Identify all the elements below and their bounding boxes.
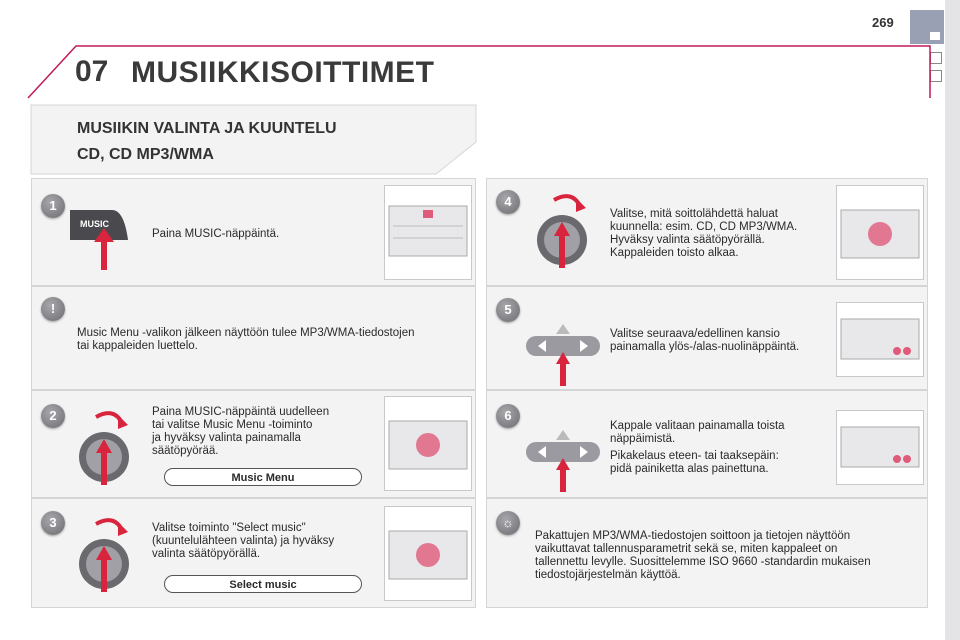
warning-text-line1: Music Menu -valikon jälkeen näyttöön tulee MP3/WMA-tiedostojen [77,327,415,339]
chapter-title: MUSIIKKISOITTIMET [131,56,435,89]
warning-icon: ! [41,297,65,321]
step-4-text-line4: Kappaleiden toisto alkaa. [610,247,739,259]
step-1-text: Paina MUSIC-näppäintä. [152,228,280,240]
arrow-keys-icon [522,428,604,492]
rotary-knob-icon [74,512,134,602]
music-key-label: MUSIC [80,219,109,229]
step-6-text-line4: pidä painiketta alas painettuna. [610,463,769,475]
page-edge [945,0,960,640]
tip-text-line3: tallennettu levylle. Suosittelemme ISO 9660 -standardin mukaisen [535,556,871,568]
tip-text-line2: vaikuttavat tallennusparametrit sekä se, miten kappaleet on [535,543,838,555]
step-4-badge: 4 [496,190,520,214]
step-5-text-line2: painamalla ylös-/alas-nuolinäppäintä. [610,341,800,353]
step-2-badge: 2 [41,404,65,428]
select-music-option[interactable]: Select music [164,575,362,593]
tip-sun-icon: ☼ [496,511,520,535]
step-4-text-line2: kuunnella: esim. CD, CD MP3/WMA. [610,221,798,233]
chapter-number: 07 [75,55,109,88]
radio-panel-thumbnail [836,302,924,377]
step-2-text-line4: säätöpyörää. [152,445,219,457]
radio-panel-thumbnail [384,396,472,491]
section-subtitle: CD, CD MP3/WMA [77,146,214,163]
step-4-text-line3: Hyväksy valinta säätöpyörällä. [610,234,765,246]
radio-panel-thumbnail [836,410,924,485]
step-5-text-line1: Valitse seuraava/edellinen kansio [610,328,780,340]
step-2-text-line2: tai valitse Music Menu -toiminto [152,419,313,431]
radio-panel-thumbnail [836,185,924,280]
press-up-arrow-icon [94,228,114,270]
step-5-badge: 5 [496,298,520,322]
rotary-knob-icon [532,188,592,278]
step-3-badge: 3 [41,511,65,535]
section-frame [30,104,480,176]
tip-text-line1: Pakattujen MP3/WMA-tiedostojen soittoon ja tietojen näyttöön [535,530,851,542]
step-1-badge: 1 [41,194,65,218]
section-title: MUSIIKIN VALINTA JA KUUNTELU [77,120,337,137]
step-3-text-line3: valinta säätöpyörällä. [152,548,261,560]
step-6-text-line3: Pikakelaus eteen- tai taaksepäin: [610,450,779,462]
arrow-keys-icon [522,322,604,386]
page-number: 269 [872,15,894,30]
step-2-text-line3: ja hyväksy valinta painamalla [152,432,301,444]
step-2-text-line1: Paina MUSIC-näppäintä uudelleen [152,406,330,418]
step-4-text-line1: Valitse, mitä soittolähdettä haluat [610,208,778,220]
step-6-text-line1: Kappale valitaan painamalla toista [610,420,785,432]
step-3-text-line2: (kuuntelulähteen valinta) ja hyväksy [152,535,335,547]
music-menu-option[interactable]: Music Menu [164,468,362,486]
radio-panel-thumbnail [384,185,472,280]
radio-panel-thumbnail [384,506,472,601]
warning-text-line2: tai kappaleiden luettelo. [77,340,198,352]
step-3-text-line1: Valitse toiminto "Select music" [152,522,306,534]
rotary-knob-icon [74,405,134,495]
tip-text-line4: tiedostojärjestelmän käyttöä. [535,569,681,581]
step-6-text-line2: näppäimistä. [610,433,676,445]
page-tab-mark [930,32,940,40]
step-6-badge: 6 [496,404,520,428]
